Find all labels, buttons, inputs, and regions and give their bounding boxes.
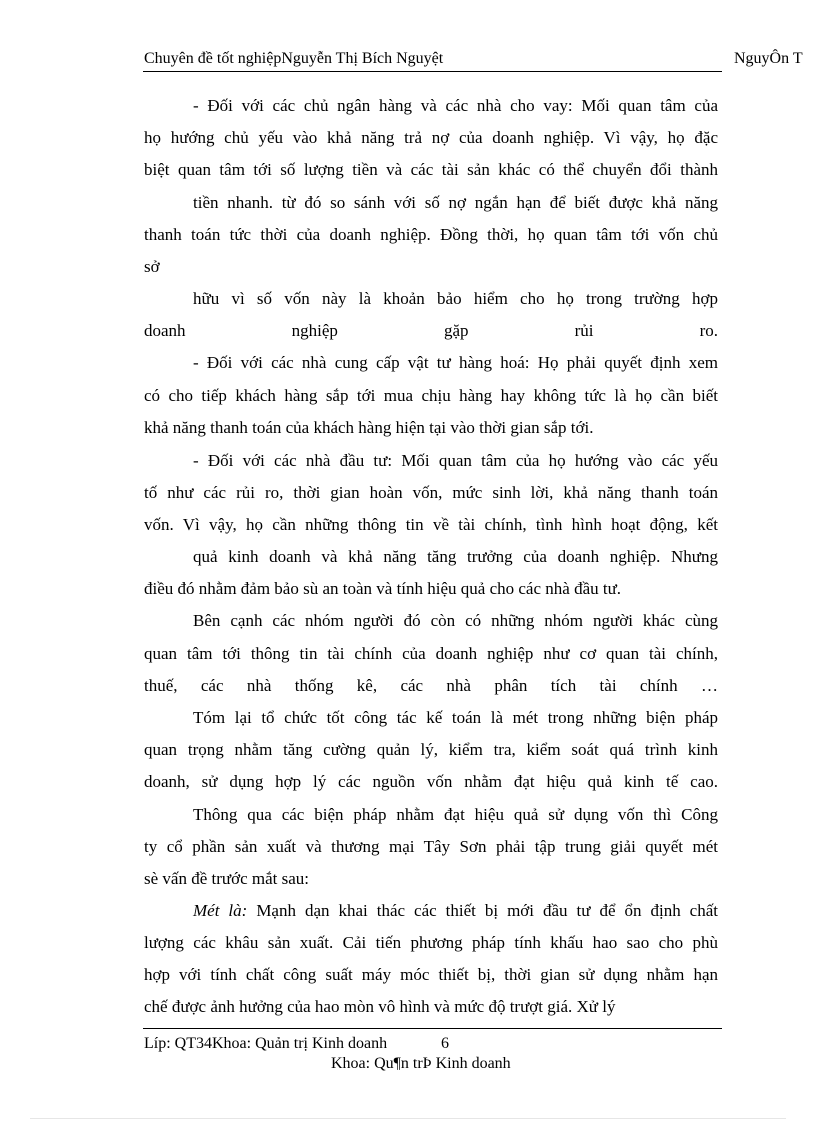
footer-rule <box>143 1028 722 1029</box>
text-line: sè vấn đề trước mắt sau: <box>144 869 310 888</box>
text-line-italic-lead <box>193 901 718 921</box>
text-line: Bên cạnh các nhóm người đó còn có những nhóm người khác cùng <box>193 611 718 630</box>
header-rule <box>143 71 722 72</box>
page-number: 6 <box>441 1035 449 1052</box>
text-line: ty cổ phần sản xuất và thương mại Tây Sơn phải tập trung giải quyết mét <box>144 837 718 856</box>
text-line: tiền nhanh. từ đó so sánh với số nợ ngắn hạn để biết được khả năng <box>193 193 718 212</box>
text-line: - Đối với các nhà cung cấp vật tư hàng hoá: Họ phải quyết định xem <box>193 353 718 372</box>
text-line: điều đó nhằm đảm bảo sù an toàn và tính hiệu quả cho các nhà đầu tư. <box>144 579 622 598</box>
text-line: quả kinh doanh và khả năng tăng trưởng của doanh nghiệp. Nhưng <box>193 547 718 566</box>
text-line: - Đối với các chủ ngân hàng và các nhà cho vay: Mối quan tâm của <box>193 96 718 115</box>
text-line: doanh nghiệp gặp rủi ro. <box>144 321 718 340</box>
footer-department-garbled: Khoa: Qu¶n trÞ Kinh doanh <box>331 1055 511 1072</box>
footer-class-department: Líp: QT34Khoa: Quản trị Kinh doanh <box>144 1035 388 1052</box>
text-line: thuế, các nhà thống kê, các nhà phân tích tài chính … <box>144 676 718 695</box>
text-line: thanh toán tức thời của doanh nghiệp. Đồng thời, họ quan tâm tới vốn chủ <box>144 225 718 244</box>
text-line: tố như các rủi ro, thời gian hoàn vốn, mức sinh lời, khả năng thanh toán <box>144 483 718 502</box>
text-line: Tóm lại tổ chức tốt công tác kế toán là mét trong những biện pháp <box>193 708 718 727</box>
text-line: biệt quan tâm tới số lượng tiền và các tài sản khác có thể chuyển đổi thành <box>144 160 718 179</box>
page-bottom-edge <box>30 1118 786 1119</box>
text-line: Thông qua các biện pháp nhằm đạt hiệu quả sử dụng vốn thì Công <box>193 805 718 824</box>
text-line: vốn. Vì vậy, họ cần những thông tin về tài chính, tình hình hoạt động, kết <box>144 515 718 534</box>
italic-lead: Mét là: <box>193 901 248 920</box>
text-line: quan tâm tới thông tin tài chính của doanh nghiệp như cơ quan tài chính, <box>144 644 718 663</box>
text-line: lượng các khâu sản xuất. Cải tiến phương pháp tính khấu hao sao cho phù <box>144 933 718 952</box>
text-line: quan trọng nhằm tăng cường quản lý, kiểm tra, kiểm soát quá trình kinh <box>144 740 718 759</box>
text-line: có cho tiếp khách hàng sắp tới mua chịu hàng hay không tức là họ cần biết <box>144 386 718 405</box>
text-line: họ hướng chủ yếu vào khả năng trả nợ của doanh nghiệp. Vì vậy, họ đặc <box>144 128 718 147</box>
text-line-rest: Mạnh dạn khai thác các thiết bị mới đầu tư để ổn định chất <box>256 901 719 920</box>
text-line: khả năng thanh toán của khách hàng hiện tại vào thời gian sắp tới. <box>144 418 594 437</box>
text-line: hữu vì số vốn này là khoản bảo hiểm cho họ trong trường hợp <box>193 289 718 308</box>
text-line: hợp với tính chất công suất máy móc thiết bị, thời gian sử dụng nhằm hạn <box>144 965 718 984</box>
header-author-cut: NguyÔn T <box>734 50 803 67</box>
header-title: Chuyên đề tốt nghiệpNguyễn Thị Bích Nguyệt <box>144 50 444 67</box>
text-line: - Đối với các nhà đầu tư: Mối quan tâm của họ hướng vào các yếu <box>193 451 718 470</box>
text-line: chế được ảnh hưởng của hao mòn vô hình và mức độ trượt giá. Xử lý <box>144 997 616 1016</box>
text-line: sở <box>144 257 160 276</box>
text-line: doanh, sử dụng hợp lý các nguồn vốn nhằm đạt hiệu quả kinh tế cao. <box>144 772 718 791</box>
